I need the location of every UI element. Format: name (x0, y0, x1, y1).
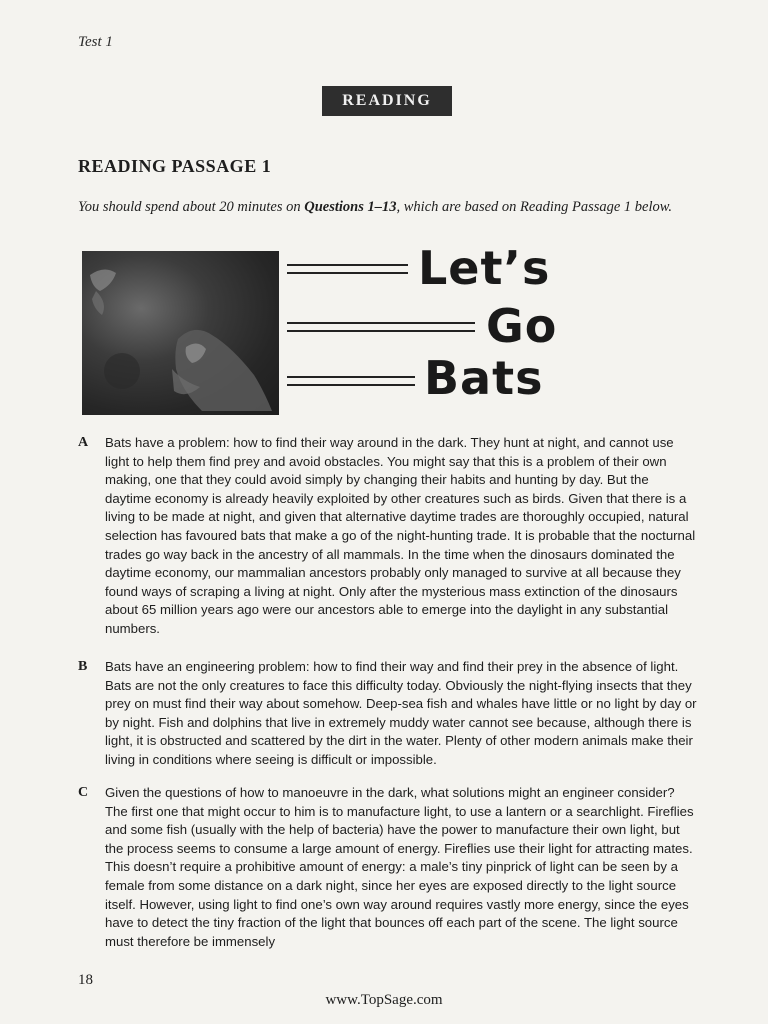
footer-url: www.TopSage.com (325, 992, 443, 1008)
title-rule-1 (287, 264, 408, 274)
title-rule-2 (287, 322, 475, 332)
section-badge: READING (322, 86, 452, 116)
running-head: Test 1 (78, 34, 113, 50)
paragraph-letter: A (78, 435, 89, 450)
instructions-pre: You should spend about 20 minutes on (78, 199, 305, 215)
page-number: 18 (78, 972, 93, 988)
paragraph-letter: C (78, 785, 89, 800)
title-word-lets: Let’s (418, 241, 551, 295)
paragraph-text: Bats have a problem: how to find their way around in the dark. They hunt at night, and cannot use light to help them find prey and avoid obstacles. You might say that this is a problem of their own making, one that they could avoid simply by changing their habits and hunting by day. But the daytime economy is already heavily exploited by other creatures such as birds. Given that there is a living to be made at night, and given that alternative daytime trades are thoroughly occupied, natural selection has favoured bats that make a go of the night-hunting trade. It is probable that the nocturnal trades go way back in the ancestry of all mammals. In the time when the dinosaurs dominated the daytime economy, our mammalian ancestors probably only managed to survive at all because they found ways of scraping a living at night. Only after the mysterious mass extinction of the dinosaurs about 65 million years ago were our ancestors able to emerge into the daylight in any substantial numbers. (105, 435, 696, 636)
passage-title: READING PASSAGE 1 (78, 156, 272, 176)
paragraph-a (78, 434, 698, 639)
title-word-go: Go (486, 299, 558, 353)
title-rule-3 (287, 376, 415, 386)
bat-silhouette-icon (82, 251, 279, 415)
paragraph-c (78, 784, 698, 951)
instructions-post: , which are based on Reading Passage 1 below. (396, 199, 672, 215)
instructions-questions: Questions 1–13 (304, 199, 397, 215)
instructions (78, 198, 698, 217)
title-word-bats: Bats (424, 351, 544, 405)
paragraph-text: Bats have an engineering problem: how to find their way and find their prey in the absence of light. Bats are not the only creatures to face this difficulty today. Obviously the night-flying insects that they prey on must find their way about somehow. Deep-sea fish and whales have little or no light by day or by night. Fish and dolphins that live in extremely muddy water cannot see because, although there is light, it is obstructed and scattered by the dirt in the water. Plenty of other modern animals make their living in conditions where seeing is difficult or impossible. (105, 659, 697, 767)
paragraph-letter: B (78, 659, 88, 674)
paragraph-b (78, 658, 698, 770)
bat-photo (82, 251, 279, 415)
paragraph-text: Given the questions of how to manoeuvre in the dark, what solutions might an engineer consider? The first one that might occur to him is to manufacture light, to use a lantern or a searchlight. Fireflies and some fish (usually with the help of bacteria) have the power to manufacture their own light, but the process seems to consume a large amount of energy. Fireflies use their light for attracting mates. This doesn’t require a prohibitive amount of energy: a male’s tiny pinprick of light can be seen by a female from some distance on a dark night, since her eyes are exposed directly to the light source itself. However, using light to find one’s own way around requires vastly more energy, since the eyes have to detect the tiny fraction of the light that bounces off each part of the scene. The light source must therefore be immensely (105, 785, 694, 949)
